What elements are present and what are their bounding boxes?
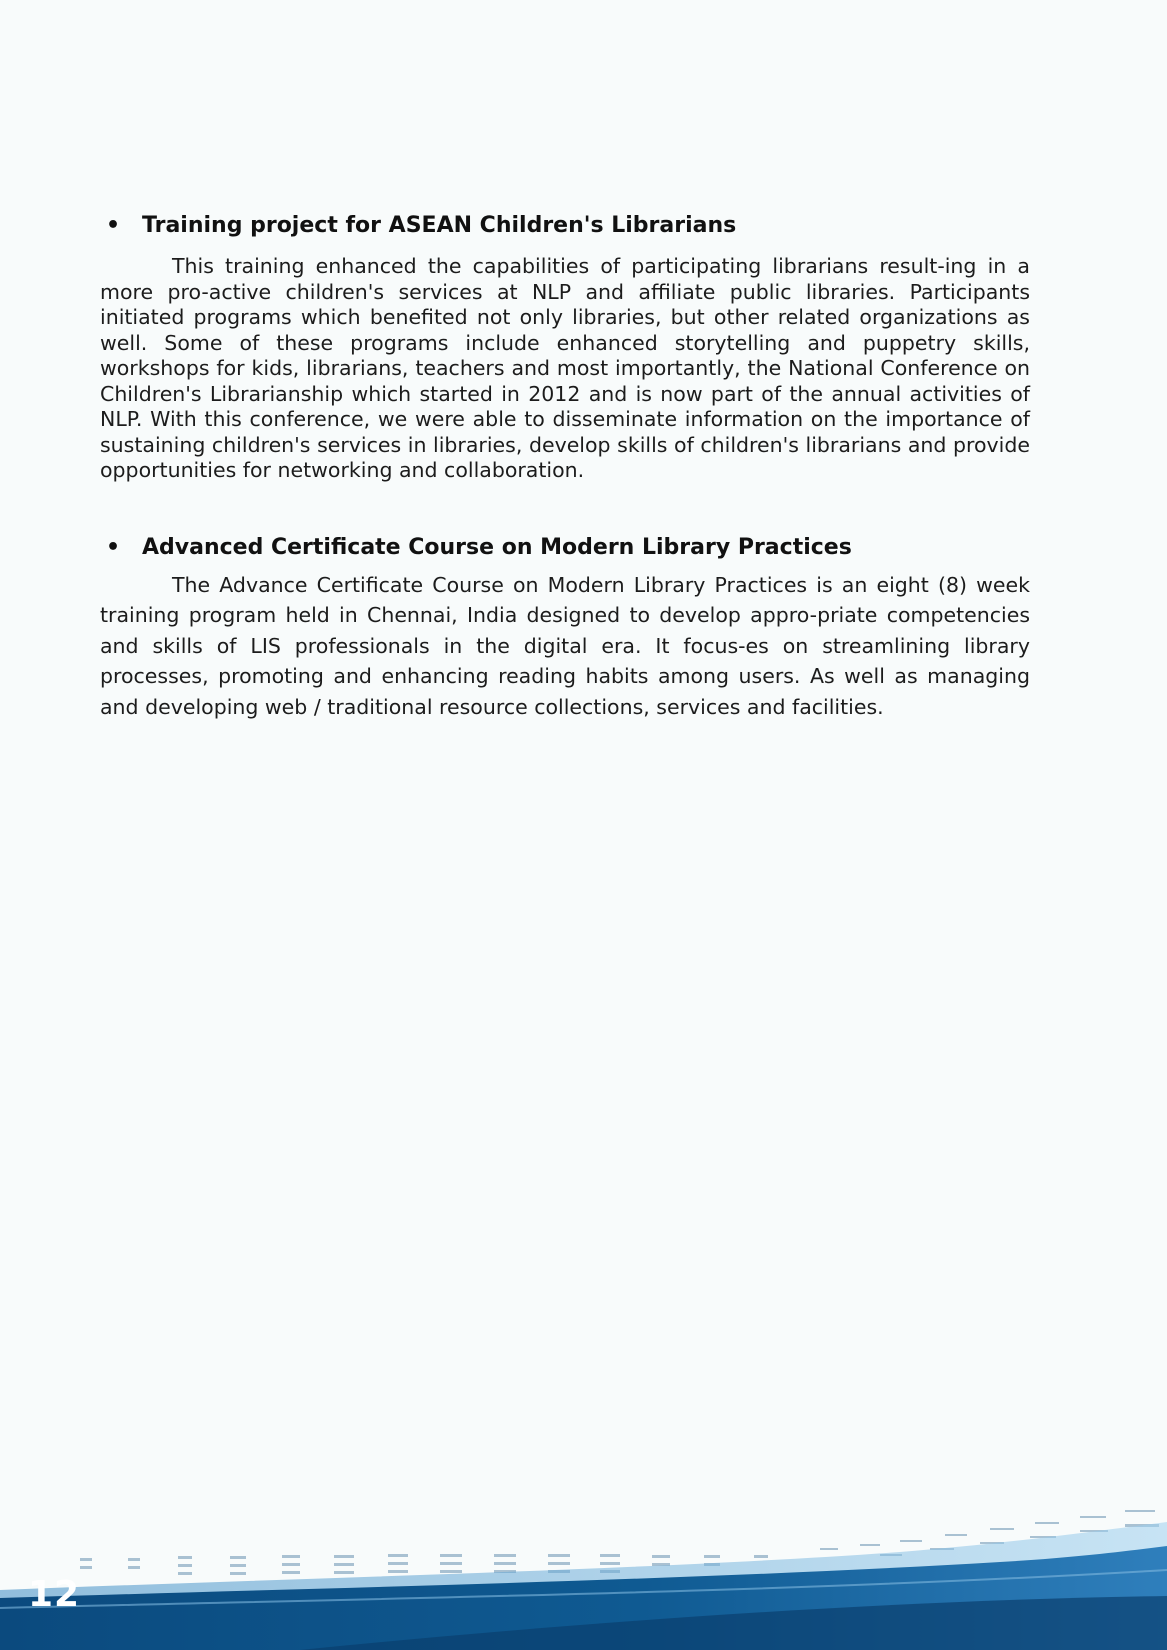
section-advanced-certificate xyxy=(100,532,1030,723)
bullet-icon: • xyxy=(106,213,121,238)
footer-wave-band xyxy=(0,1500,1167,1650)
section-heading-text: Training project for ASEAN Children's Librarians xyxy=(142,213,737,238)
footer-wave-graphic xyxy=(0,1500,1167,1650)
section-paragraph: The Advance Certificate Course on Modern Library Practices is an eight (8) week training program held in Chennai, India designed to develop appro-priate competencies and skills of LIS professionals in the digital era. It focus-es on streamlining library processes, promoting and enhancing reading habits among users. As well as managing and developing web / traditional resource collections, services and facilities. xyxy=(100,572,1030,719)
section-heading-text: Advanced Certificate Course on Modern Library Practices xyxy=(142,534,852,560)
section-training-project xyxy=(100,210,1030,484)
bullet-icon: • xyxy=(106,534,121,560)
section-heading xyxy=(100,532,1030,564)
page-content xyxy=(100,210,1030,722)
section-heading xyxy=(100,210,1030,242)
section-paragraph: This training enhanced the capabilities of participating librarians result-ing in a more pro-active children's services at NLP and affiliate public libraries. Participants initiated programs which benefited not only libraries, but other related organizations as well. Some of these programs include enhanced storytelling and puppetry skills, workshops for kids, librarians, teachers and most importantly, the National Conference on Children's Librarianship which started in 2012 and is now part of the annual activities of NLP. With this conference, we were able to disseminate information on the importance of sustaining children's services in libraries, develop skills of children's librarians and provide opportunities for networking and collaboration. xyxy=(100,254,1030,482)
page-number: 12 xyxy=(28,1574,81,1615)
